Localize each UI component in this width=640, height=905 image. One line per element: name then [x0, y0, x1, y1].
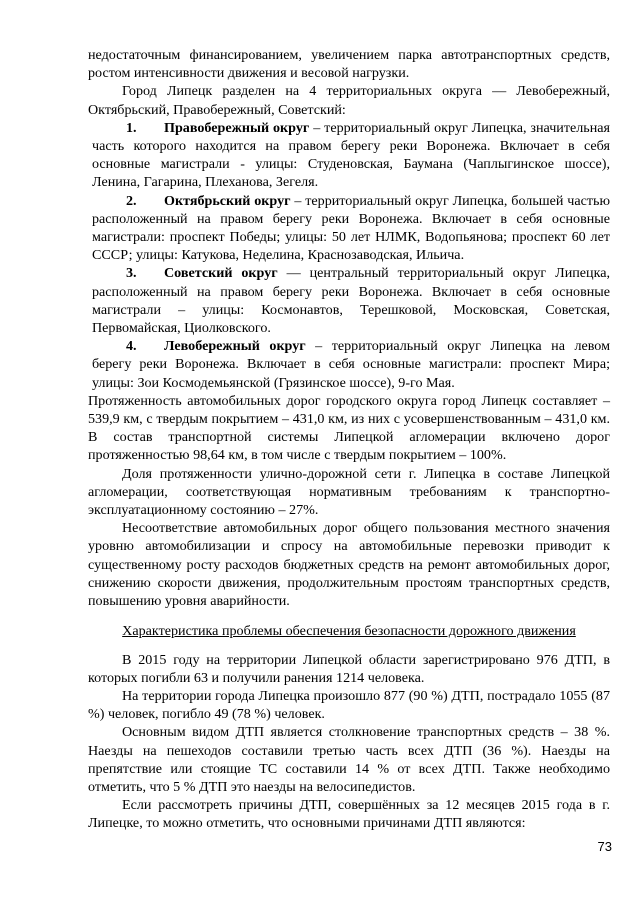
paragraph-accident-types: Основным видом ДТП является столкновение транспортных средств – 38 %. Наезды на пешеходов составили третью часть всех ДТП (36 %). Наезды на препятствие или стоящие ТС составили 14 % от всех ДТП. Также необходимо отметить, что 5 % ДТП это наезды на велосипедистов.: [88, 724, 610, 795]
district-description: – территориальный округ Липецка, большей частью расположенный на правом берегу реки Воронежа. Включает в себя основные магистрали: проспект Победы; улицы: 50 лет НЛМК, Водопьянова; проспект 60 лет СССР; улицы: Катукова, Неделина, Краснозаводская, Ильича.: [92, 192, 610, 264]
district-number: 2.: [126, 192, 137, 209]
district-description: — центральный территориальный округ Липецка, расположенный на правом берегу реки Воронежа. Включает в себя основные магистрали – улицы: Космонавтов, Терешковой, Московская, Советская, Первомайская, Циолковского.: [92, 265, 610, 337]
district-item-2: [88, 192, 610, 265]
text-column: [88, 46, 610, 833]
district-number: 4.: [126, 338, 137, 355]
district-number: 3.: [126, 265, 137, 282]
paragraph-accident-causes: Если рассмотреть причины ДТП, совершённых за 12 месяцев 2015 года в г. Липецке, то можно отметить, что основными причинами ДТП являются:: [88, 797, 610, 832]
paragraph-road-mismatch: Несоответствие автомобильных дорог общего пользования местного значения уровню автомобилизации и спросу на автомобильные перевозки приводит к существенному росту расходов бюджетных средств на ремонт автомобильных дорог, снижению скорости движения, продолжительным простоям транспортных средств, повышению уровня аварийности.: [88, 520, 610, 610]
paragraph-region-stats: В 2015 году на территории Липецкой области зарегистрировано 976 ДТП, в которых погибли 63 и получили ранения 1214 человека.: [88, 651, 610, 686]
section-heading: Характеристика проблемы обеспечения безопасности дорожного движения: [122, 623, 576, 640]
paragraph-continuation: недостаточным финансированием, увеличением парка автотранспортных средств, ростом интенсивности движения и весовой нагрузки.: [88, 47, 610, 82]
paragraph-districts-intro: Город Липецк разделен на 4 территориальных округа — Левобережный, Октябрьский, Правобережный, Советский:: [88, 83, 610, 118]
page-number: 73: [597, 839, 612, 854]
district-description: – территориальный округ Липецка, значительная часть которого находится на правом берегу реки Воронежа. Включает в себя основные магистрали - улицы: Студеновская, Баумана (Чаплыгинское шоссе), Ленина, Гагарина, Плеханова, Зегеля.: [92, 119, 611, 191]
district-item-4: [88, 337, 610, 392]
paragraph-road-share: Доля протяженности улично-дорожной сети г. Липецка в составе Липецкой агломерации, соответствующая нормативным требованиям к транспортно-эксплуатационному состоянию – 27%.: [88, 465, 610, 519]
paragraph-city-stats: На территории города Липецка произошло 877 (90 %) ДТП, пострадало 1055 (87 %) человек, погибло 49 (78 %) человек.: [88, 687, 610, 723]
district-item-1: [88, 119, 610, 192]
district-name: Правобережный округ: [164, 119, 310, 136]
district-description: – территориальный округ Липецка на левом берегу реки Воронежа. Включает в себя основные магистрали: проспект Мира; улицы: Зои Космодемьянской (Грязинское шоссе), 9-го Мая.: [92, 338, 611, 391]
paragraph-road-length: Протяженность автомобильных дорог городского округа город Липецк составляет – 539,9 км, с твердым покрытием – 431,0 км, из них с усовершенствованным – 431,0 км. В состав транспортной системы Липецкой агломерации включено дорог протяженностью 98,64 км, в том числе с твердым покрытием – 100%.: [88, 392, 610, 464]
district-name: Советский округ: [164, 265, 278, 282]
district-number: 1.: [126, 119, 137, 136]
district-name: Левобережный округ: [164, 338, 306, 355]
district-item-3: [88, 264, 610, 337]
district-name: Октябрьский округ: [164, 192, 291, 209]
